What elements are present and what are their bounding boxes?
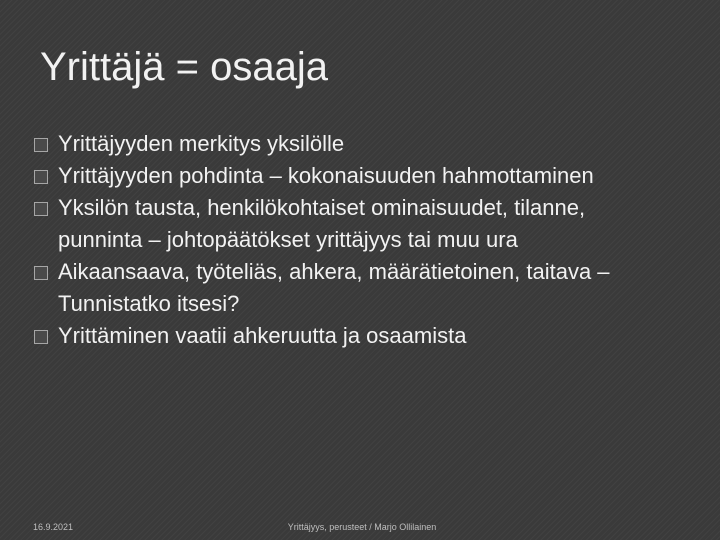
square-bullet-icon bbox=[34, 266, 48, 280]
bullet-item bbox=[34, 256, 634, 320]
bullet-item bbox=[34, 320, 634, 352]
bullet-text: Yksilön tausta, henkilökohtaiset ominaisuudet, tilanne, punninta – johtopäätökset yrittäjyys tai muu ura bbox=[58, 195, 586, 252]
bullet-item bbox=[34, 128, 634, 160]
bullet-text: Yrittäjyyden pohdinta – kokonaisuuden hahmottaminen bbox=[58, 163, 594, 188]
bullet-list bbox=[34, 128, 634, 352]
bullet-text: Yrittäminen vaatii ahkeruutta ja osaamista bbox=[58, 323, 467, 348]
square-bullet-icon bbox=[34, 330, 48, 344]
bullet-item bbox=[34, 192, 634, 256]
slide-title: Yrittäjä = osaaja bbox=[40, 45, 328, 89]
bullet-text: Yrittäjyyden merkitys yksilölle bbox=[58, 131, 345, 156]
square-bullet-icon bbox=[34, 202, 48, 216]
square-bullet-icon bbox=[34, 138, 48, 152]
bullet-text: Aikaansaava, työteliäs, ahkera, määrätietoinen, taitava – Tunnistatko itsesi? bbox=[58, 259, 610, 316]
bullet-item bbox=[34, 160, 634, 192]
footer-date: 16.9.2021 bbox=[33, 522, 74, 532]
square-bullet-icon bbox=[34, 170, 48, 184]
footer-text: Yrittäjyys, perusteet / Marjo Ollilainen bbox=[287, 522, 437, 532]
